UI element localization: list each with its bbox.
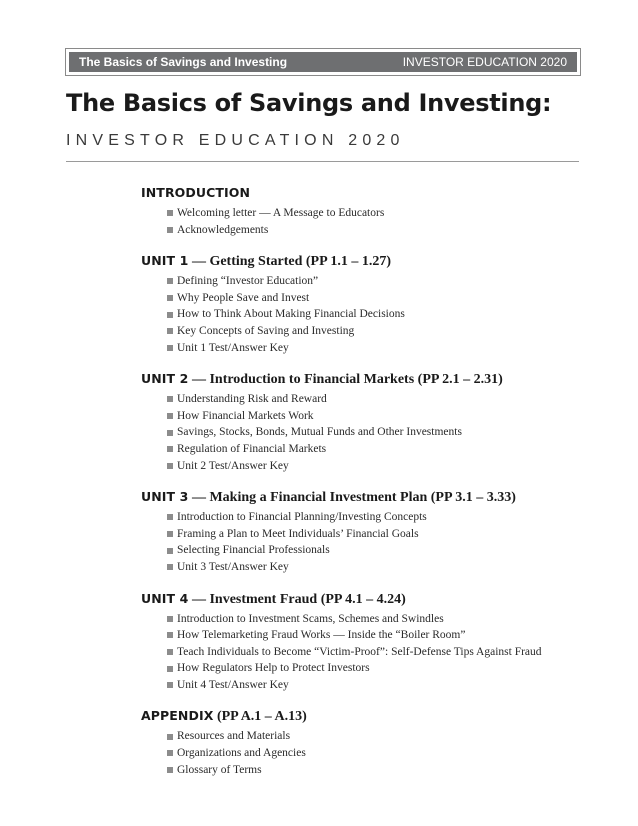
section-page-range: (PP 2.1 – 2.31) bbox=[414, 372, 503, 388]
section-page-range: (PP 4.1 – 4.24) bbox=[317, 591, 406, 607]
section-item-list bbox=[141, 273, 601, 356]
list-item-text: Welcoming letter — A Message to Educators bbox=[177, 207, 385, 219]
list-item-text: Glossary of Terms bbox=[177, 763, 262, 776]
list-item-text: Unit 3 Test/Answer Key bbox=[177, 560, 289, 573]
running-header-title: The Basics of Savings and Investing bbox=[79, 55, 288, 69]
square-bullet-icon bbox=[167, 396, 173, 402]
square-bullet-icon bbox=[167, 750, 173, 756]
list-item bbox=[167, 728, 601, 745]
running-header bbox=[65, 48, 581, 76]
list-item-text: Teach Individuals to Become “Victim-Proof”: Self-Defense Tips Against Fraud bbox=[177, 645, 542, 658]
list-item-text: Key Concepts of Saving and Investing bbox=[177, 324, 355, 337]
square-bullet-icon bbox=[167, 616, 173, 622]
list-item-text: Framing a Plan to Meet Individuals’ Financial Goals bbox=[177, 527, 419, 540]
list-item bbox=[167, 745, 601, 762]
section-title: — Introduction to Financial Markets bbox=[188, 372, 415, 388]
page-title: The Basics of Savings and Investing: bbox=[66, 89, 552, 117]
section-label: UNIT 4 bbox=[141, 590, 189, 606]
list-item-text: Understanding Risk and Reward bbox=[177, 393, 327, 406]
section-heading bbox=[141, 370, 601, 388]
list-item bbox=[167, 323, 601, 340]
list-item-text: Savings, Stocks, Bonds, Mutual Funds and Other Investments bbox=[177, 426, 462, 439]
section-page-range: (PP 3.1 – 3.33) bbox=[427, 490, 516, 506]
square-bullet-icon bbox=[167, 666, 173, 672]
toc-section bbox=[141, 488, 601, 575]
section-heading bbox=[141, 252, 601, 270]
list-item bbox=[167, 509, 601, 526]
list-item bbox=[167, 458, 601, 475]
section-label: INTRODUCTION bbox=[141, 185, 251, 200]
square-bullet-icon bbox=[167, 649, 173, 655]
square-bullet-icon bbox=[167, 328, 173, 334]
title-divider bbox=[66, 161, 579, 162]
square-bullet-icon bbox=[167, 632, 173, 638]
square-bullet-icon bbox=[167, 564, 173, 570]
list-item-text: Unit 1 Test/Answer Key bbox=[177, 341, 289, 354]
section-item-list bbox=[141, 205, 601, 238]
square-bullet-icon bbox=[167, 430, 173, 436]
section-item-list bbox=[141, 391, 601, 474]
list-item-text: Acknowledgements bbox=[177, 223, 269, 236]
list-item bbox=[167, 762, 601, 779]
toc-section bbox=[141, 707, 601, 778]
section-item-list bbox=[141, 509, 601, 575]
running-header-bar bbox=[69, 52, 577, 72]
list-item bbox=[167, 611, 601, 628]
square-bullet-icon bbox=[167, 227, 173, 233]
section-heading bbox=[141, 707, 601, 725]
section-label: APPENDIX bbox=[141, 708, 214, 724]
list-item-text: How to Think About Making Financial Decisions bbox=[177, 308, 405, 321]
square-bullet-icon bbox=[167, 531, 173, 537]
section-page-range: (PP 1.1 – 1.27) bbox=[302, 254, 392, 270]
list-item-text: How Telemarketing Fraud Works — Inside the “Boiler Room” bbox=[177, 629, 466, 642]
list-item bbox=[167, 677, 601, 694]
section-label: UNIT 1 bbox=[141, 253, 189, 269]
list-item-text: Resources and Materials bbox=[177, 730, 291, 743]
section-heading bbox=[141, 488, 601, 506]
list-item-text: How Financial Markets Work bbox=[177, 409, 314, 422]
square-bullet-icon bbox=[167, 312, 173, 318]
list-item bbox=[167, 290, 601, 307]
toc-section bbox=[141, 184, 601, 238]
list-item bbox=[167, 660, 601, 677]
section-title: — Making a Financial Investment Plan bbox=[188, 490, 428, 506]
list-item bbox=[167, 559, 601, 576]
list-item bbox=[167, 340, 601, 357]
list-item bbox=[167, 205, 601, 222]
section-heading bbox=[141, 590, 601, 608]
list-item-text: Defining “Investor Education” bbox=[177, 275, 319, 288]
list-item bbox=[167, 408, 601, 425]
section-item-list bbox=[141, 611, 601, 694]
list-item-text: Regulation of Financial Markets bbox=[177, 442, 327, 455]
list-item bbox=[167, 306, 601, 323]
toc-section bbox=[141, 370, 601, 474]
list-item bbox=[167, 441, 601, 458]
list-item bbox=[167, 273, 601, 290]
section-page-range: (PP A.1 – A.13) bbox=[213, 709, 307, 725]
square-bullet-icon bbox=[167, 278, 173, 284]
section-label: UNIT 2 bbox=[141, 371, 189, 387]
section-item-list bbox=[141, 728, 601, 778]
list-item-text: Why People Save and Invest bbox=[177, 291, 310, 304]
list-item bbox=[167, 542, 601, 559]
table-of-contents bbox=[141, 184, 601, 792]
list-item-text: Selecting Financial Professionals bbox=[177, 544, 330, 557]
list-item bbox=[167, 424, 601, 441]
running-header-series: INVESTOR EDUCATION 2020 bbox=[402, 55, 567, 69]
list-item-text: Unit 2 Test/Answer Key bbox=[177, 459, 289, 472]
square-bullet-icon bbox=[167, 463, 173, 469]
list-item-text: Introduction to Financial Planning/Investing Concepts bbox=[177, 511, 427, 524]
list-item-text: How Regulators Help to Protect Investors bbox=[177, 662, 370, 675]
list-item bbox=[167, 644, 601, 661]
square-bullet-icon bbox=[167, 767, 173, 773]
square-bullet-icon bbox=[167, 734, 173, 740]
square-bullet-icon bbox=[167, 548, 173, 554]
list-item-text: Introduction to Investment Scams, Schemes and Swindles bbox=[177, 612, 444, 625]
square-bullet-icon bbox=[167, 210, 173, 216]
toc-section bbox=[141, 252, 601, 356]
list-item bbox=[167, 627, 601, 644]
section-title: — Getting Started bbox=[188, 254, 303, 270]
square-bullet-icon bbox=[167, 446, 173, 452]
list-item bbox=[167, 222, 601, 239]
square-bullet-icon bbox=[167, 345, 173, 351]
square-bullet-icon bbox=[167, 514, 173, 520]
page-subtitle: INVESTOR EDUCATION 2020 bbox=[66, 132, 405, 149]
toc-section bbox=[141, 590, 601, 694]
list-item-text: Unit 4 Test/Answer Key bbox=[177, 678, 289, 691]
section-heading bbox=[141, 184, 601, 202]
section-title: — Investment Fraud bbox=[188, 591, 318, 607]
section-label: UNIT 3 bbox=[141, 489, 189, 505]
square-bullet-icon bbox=[167, 413, 173, 419]
list-item bbox=[167, 391, 601, 408]
square-bullet-icon bbox=[167, 682, 173, 688]
square-bullet-icon bbox=[167, 295, 173, 301]
list-item bbox=[167, 526, 601, 543]
list-item-text: Organizations and Agencies bbox=[177, 747, 306, 760]
